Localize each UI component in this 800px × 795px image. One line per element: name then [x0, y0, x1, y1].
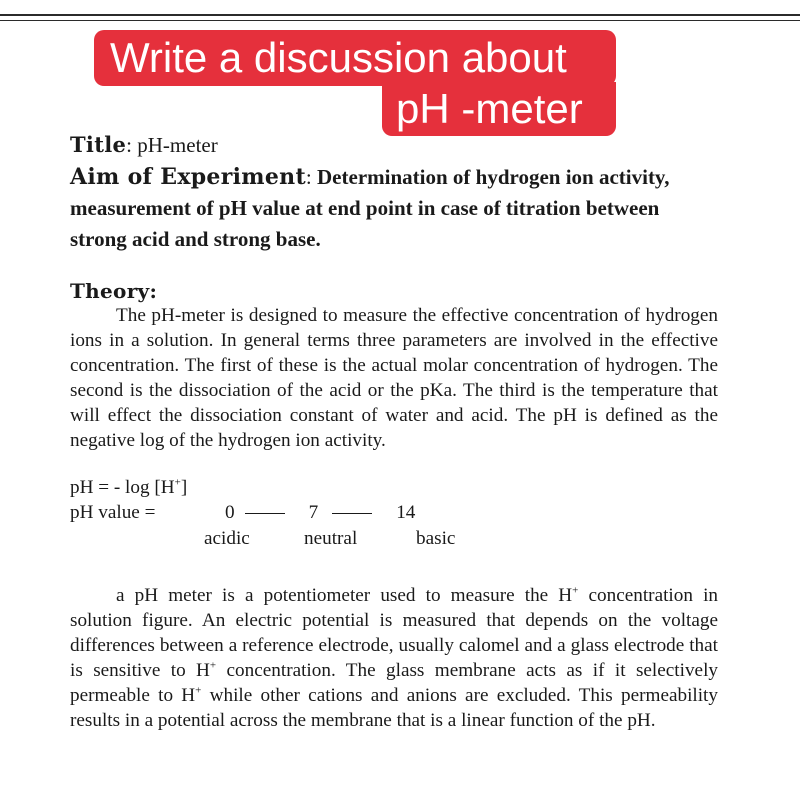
theory-paragraph-2: a pH meter is a potentiometer used to measure the H+ concentration in solution figure. An electric potential is measured that depends on the voltage differences between a reference electrode, usually calomel and a glass electrode that is sensitive to H+ concentration. The glass membrane acts as if it selectively permeable to H+ while other cations and anions are excluded. This permeability results in a potential across the membrane that is a linear function of the pH. — [70, 584, 718, 731]
aim-paragraph: Aim of Experiment: Determination of hydrogen ion activity, measurement of pH value at end point in case of titration between strong acid and strong base. — [70, 164, 670, 251]
ph-neutral-label: neutral — [304, 528, 358, 549]
title-label: Title — [70, 132, 127, 157]
ph-scale: 0 7 14 — [225, 502, 416, 523]
ph-acidic-label: acidic — [204, 528, 250, 549]
title-value: pH-meter — [137, 133, 218, 157]
aim-label: Aim of Experiment — [70, 164, 306, 190]
ph-scale-label: pH value = — [70, 502, 156, 523]
ph-basic-label: basic — [416, 528, 456, 549]
banner-line-2: pH -meter — [382, 82, 616, 136]
theory-paragraph-1: The pH-meter is designed to measure the effective concentration of hydrogen ions in a solution. In general terms three parameters are involved in the effective concentration. The first of these is the actual molar concentration of hydrogen. The second is the dissociation of the acid or the pKa. The third is the temperature that will effect the dissociation constant of water and acid. The pH is defined as the negative log of the hydrogen ion activity. — [70, 305, 718, 451]
ph-formula: pH = - log [H+] — [70, 476, 188, 498]
top-rule — [0, 14, 800, 16]
document-body — [70, 132, 718, 733]
aim-text: Determination of hydrogen ion activity, measurement of pH value at end point in case of titration between strong acid and strong base. — [70, 165, 670, 251]
theory-heading: Theory: — [70, 279, 158, 303]
title-line: Title: pH-meter — [70, 132, 218, 157]
banner-line-1: Write a discussion about — [94, 30, 616, 86]
ph-formula-block — [70, 475, 718, 555]
top-rule-thin — [0, 20, 800, 21]
